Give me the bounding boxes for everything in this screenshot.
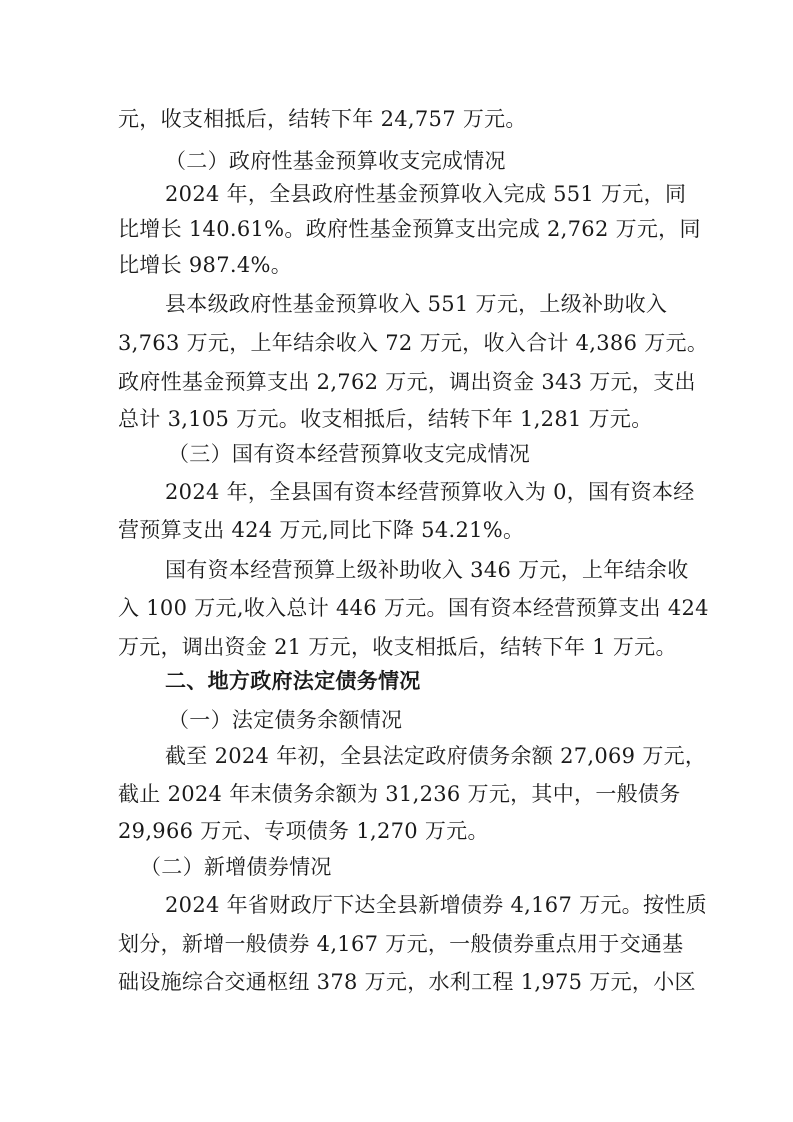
paragraph-line: 总计 3,105 万元。收支相抵后，结转下年 1,281 万元。 [118, 407, 653, 431]
paragraph-line: 县本级政府性基金预算收入 551 万元，上级补助收入 [165, 292, 668, 316]
paragraph-line: 国有资本经营预算上级补助收入 346 万元，上年结余收 [165, 558, 689, 582]
paragraph-line: 截至 2024 年初，全县法定政府债务余额 27,069 万元， [165, 744, 707, 768]
paragraph-line: 划分，新增一般债券 4,167 万元，一般债券重点用于交通基 [118, 932, 684, 956]
paragraph-line: 截止 2024 年末债务余额为 31,236 万元，其中，一般债务 [118, 782, 681, 806]
paragraph-line: 万元，调出资金 21 万元，收支相抵后，结转下年 1 万元。 [118, 635, 677, 659]
paragraph-line: 础设施综合交通枢纽 378 万元，水利工程 1,975 万元，小区 [118, 970, 696, 994]
section-heading-government-fund: （二）政府性基金预算收支完成情况 [165, 149, 506, 173]
paragraph-line: 元，收支相抵后，结转下年 24,757 万元。 [118, 107, 527, 131]
section-heading-state-capital: （三）国有资本经营预算收支完成情况 [168, 442, 531, 466]
paragraph-line: 比增长 140.61%。政府性基金预算支出完成 2,762 万元，同 [118, 217, 701, 241]
paragraph-line: 2024 年，全县政府性基金预算收入完成 551 万元，同 [165, 182, 687, 206]
section-heading-new-bonds: （二）新增债券情况 [140, 855, 332, 879]
paragraph-line: 2024 年，全县国有资本经营预算收入为 0，国有资本经 [165, 480, 695, 504]
paragraph-line: 比增长 987.4%。 [118, 253, 293, 277]
paragraph-line: 营预算支出 424 万元,同比下降 54.21%。 [118, 518, 525, 542]
section-heading-debt-balance: （一）法定债务余额情况 [168, 708, 403, 732]
paragraph-line: 政府性基金预算支出 2,762 万元，调出资金 343 万元，支出 [118, 370, 696, 394]
paragraph-line: 入 100 万元,收入总计 446 万元。国有资本经营预算支出 424 [118, 596, 709, 620]
paragraph-line: 29,966 万元、专项债务 1,270 万元。 [118, 819, 489, 843]
paragraph-line: 2024 年省财政厅下达全县新增债券 4,167 万元。按性质 [165, 893, 707, 917]
paragraph-line: 3,763 万元，上年结余收入 72 万元，收入合计 4,386 万元。 [118, 331, 709, 355]
chapter-heading-debt: 二、地方政府法定债务情况 [165, 669, 421, 693]
